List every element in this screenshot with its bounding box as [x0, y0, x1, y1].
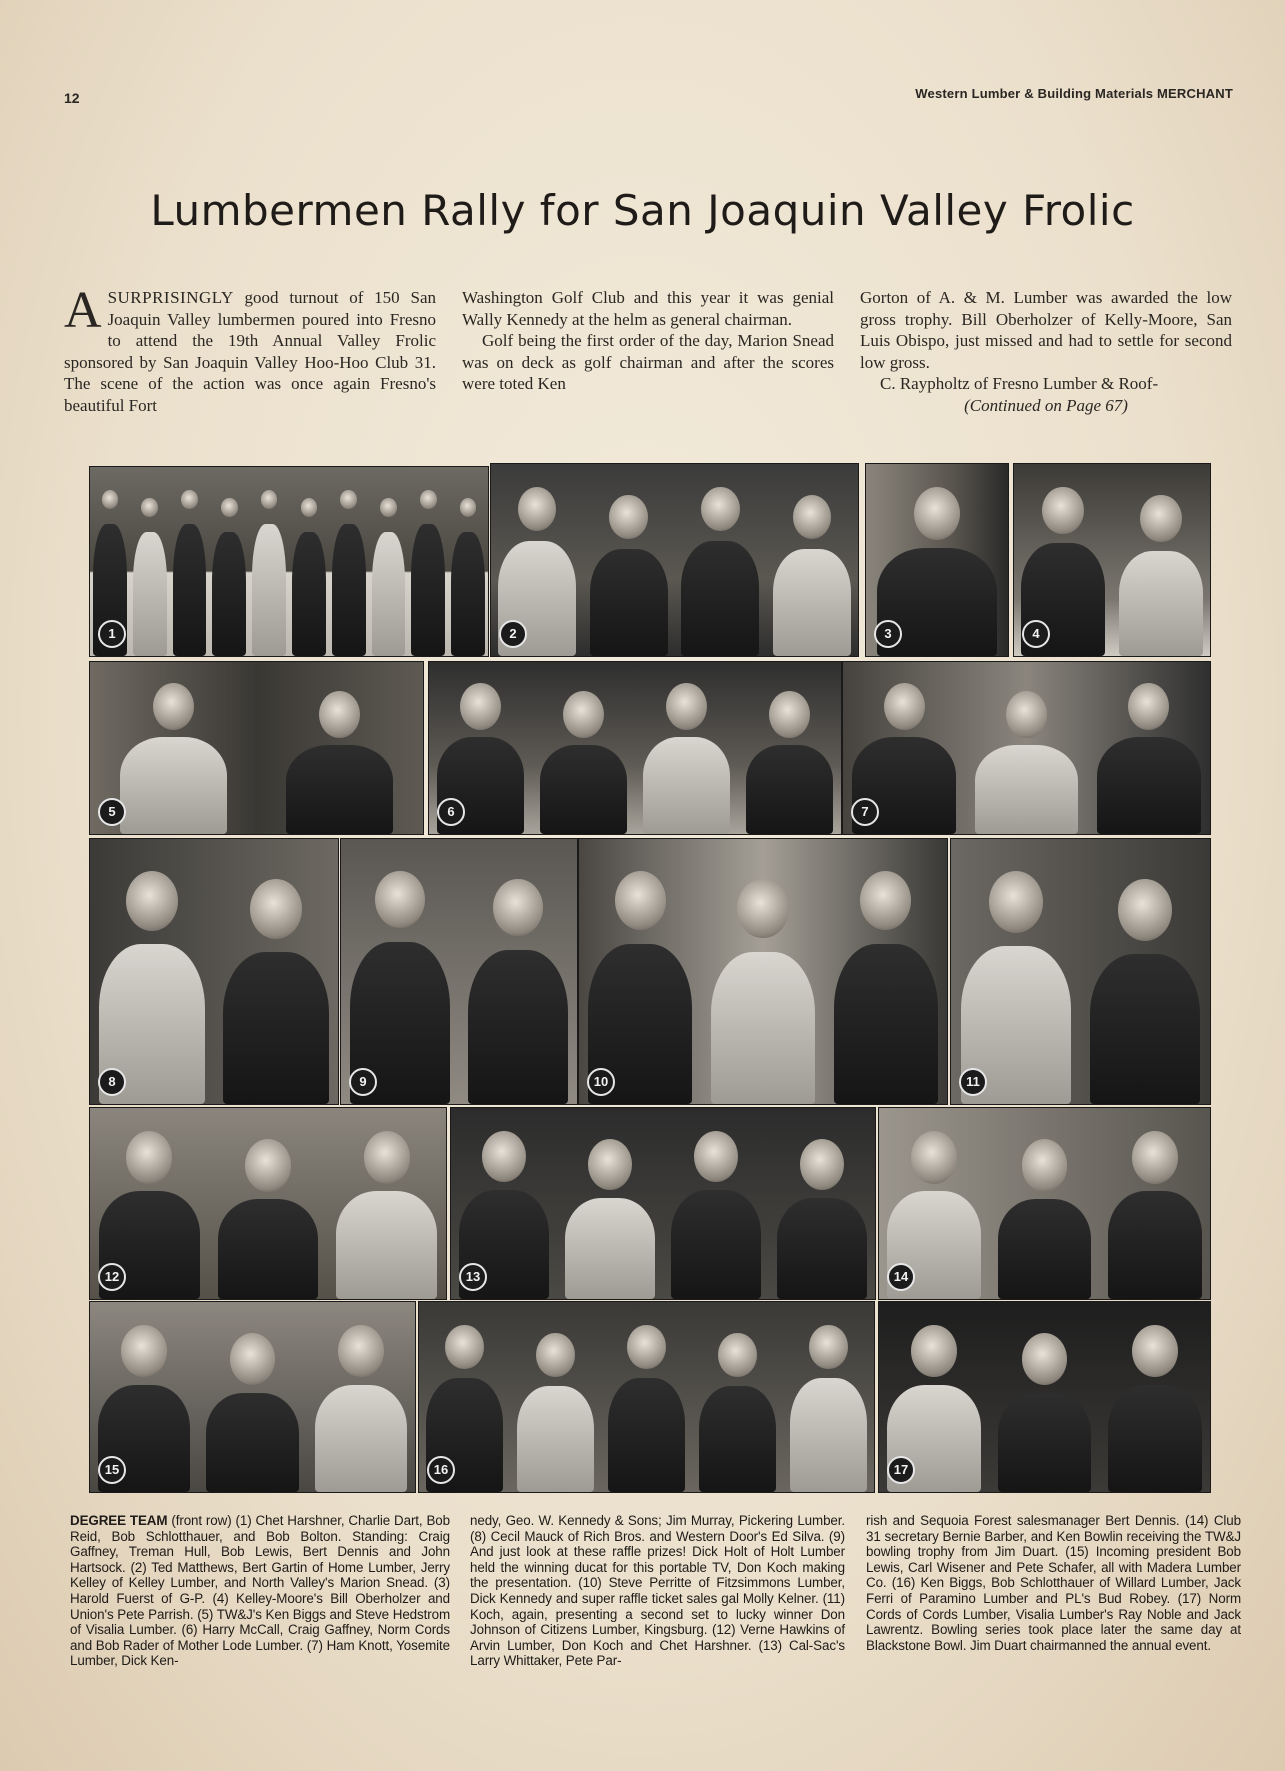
photo-4-two-men-table: [1013, 463, 1211, 657]
person-head: [460, 683, 501, 730]
person-head: [588, 1139, 633, 1190]
photo-15-seated-trio: [89, 1301, 416, 1493]
person-head: [420, 490, 437, 509]
person-body: [608, 1378, 685, 1492]
person-head: [884, 683, 925, 730]
person-head: [1042, 487, 1083, 534]
person-head: [627, 1325, 665, 1369]
caption-col-2: nedy, Geo. W. Kennedy & Sons; Jim Murray, Pickering Lumber. (8) Cecil Mauck of Rich Bros. and Western Door's Ed Silva. (9) And just look at these raffle prizes! Dick Holt of Holt Lumber held the winning ducat for this portable TV, Don Koch making the presentation. (10) Steve Perritte of Fitzsimmons Lumber, Dick Kennedy and super raffle ticket sales gal Molly Kelner. (11) Koch, again, presenting a second set to lucky winner Don Johnson of Citizens Lumber, Kingsburg. (12) Verne Hawkins of Arvin Lumber, Don Koch and Chet Harshner. (13) Cal-Sac's Larry Whittaker, Pete Par-: [470, 1513, 845, 1669]
person-body: [834, 944, 938, 1104]
person-head: [615, 871, 667, 930]
person-head: [181, 490, 198, 509]
person-body: [975, 745, 1079, 834]
intro-text-2a: Washington Golf Club and this year it was genial Wally Kennedy at the helm as general chairman.: [462, 288, 834, 329]
person-body: [565, 1198, 655, 1299]
photo-number-badge: 5: [98, 798, 126, 826]
intro-text-3a: Gorton of A. & M. Lumber was awarded the low gross trophy. Bill Oberholzer of Kelly-Moore, San Luis Obispo, just missed and had to settle for second low gross.: [860, 288, 1232, 372]
person-body: [1097, 737, 1201, 834]
person-body: [998, 1199, 1092, 1299]
photo-number-badge: 2: [499, 620, 527, 648]
photo-14-bowling-trophy: [878, 1107, 1211, 1300]
photo-number-badge: 6: [437, 798, 465, 826]
person-head: [364, 1131, 410, 1184]
person-head: [245, 1139, 291, 1192]
person-head: [102, 490, 119, 509]
person-body: [315, 1385, 407, 1492]
person-body: [1108, 1385, 1202, 1492]
person-head: [911, 1131, 957, 1184]
person-body: [671, 1190, 761, 1299]
publication-header: Western Lumber & Building Materials MERCHANT: [915, 86, 1233, 101]
photo-number-badge: 11: [959, 1068, 987, 1096]
person-head: [338, 1325, 384, 1377]
photo-5-two-men-talking: [89, 661, 424, 835]
person-head: [989, 871, 1043, 934]
photo-3-smiling-man: [865, 463, 1009, 657]
photo-number-badge: 13: [459, 1263, 487, 1291]
person-body: [286, 745, 393, 834]
person-head: [518, 487, 557, 531]
person-body: [998, 1393, 1092, 1492]
person-head: [445, 1325, 483, 1369]
continued-note: (Continued on Page 67): [964, 395, 1128, 415]
article-title: Lumbermen Rally for San Joaquin Valley Frolic: [150, 186, 1135, 235]
intro-col-1: [64, 282, 436, 416]
person-head: [911, 1325, 957, 1377]
person-head: [718, 1333, 756, 1377]
person-head: [230, 1333, 276, 1385]
person-body: [173, 524, 207, 656]
intro-text-1: good turnout of 150 San Joaquin Valley lumbermen poured into Fresno to attend the 19th Annual Valley Frolic sponsored by San Joaquin Valley Hoo-Hoo Club 31. The scene of the action was once again Fresno's beautiful Fort: [64, 288, 436, 415]
person-body: [372, 532, 406, 656]
caption-text-1: (front row) (1) Chet Harshner, Charlie Dart, Bob Reid, Bob Schlotthauer, and Bob Bolton. Standing: Craig Gaffney, Treman Hull, Bob Lewis, Bert Dennis and John Hartsock. (2) Ted Matthews, Bert Gartin of Home Lumber, Jerry Kelley of Kelley Lumber, and North Valley's Marion Snead. (3) Harold Fuerst of G-P. (4) Kelley-Moore's Bill Oberholzer and Union's Pete Parrish. (5) TW&J's Ken Biggs and Steve Hedstrom of Visalia Lumber. (6) Harry McCall, Craig Gaffney, Norm Cords and Bob Rader of Mother Lode Lumber. (7) Ham Knott, Yosemite Lumber, Dick Ken-: [70, 1513, 451, 1669]
person-body: [218, 1199, 319, 1299]
photo-number-badge: 8: [98, 1068, 126, 1096]
person-body: [336, 1191, 437, 1299]
person-body: [120, 737, 227, 834]
person-head: [860, 871, 912, 930]
person-head: [482, 1131, 527, 1182]
photo-number-badge: 17: [887, 1456, 915, 1484]
person-body: [1119, 551, 1202, 656]
photo-1-degree-team: [89, 466, 489, 657]
person-body: [1090, 954, 1200, 1104]
person-head: [563, 691, 604, 738]
person-head: [340, 490, 357, 509]
person-body: [699, 1386, 776, 1492]
photo-number-badge: 3: [874, 620, 902, 648]
photo-6-group-at-table: [428, 661, 842, 835]
photo-8-men-laughing: [89, 838, 339, 1105]
person-head: [221, 498, 238, 517]
person-head: [493, 879, 543, 936]
person-head: [141, 498, 158, 517]
photo-12-group-standing: [89, 1107, 447, 1300]
person-head: [737, 879, 789, 938]
photo-number-badge: 14: [887, 1263, 915, 1291]
person-body: [252, 524, 286, 656]
caption-col-3: rish and Sequoia Forest salesmanager Bert Dennis. (14) Club 31 secretary Bernie Barber, and Ken Bowlin receiving the TW&J bowling trophy from Jim Duart. (15) Incoming president Bob Lewis, Carl Wisener and Pete Schafer, all with Madera Lumber Co. (16) Ken Biggs, Bob Schlotthauer of Willard Lumber, Jack Ferri of Paramino Lumber and PL's Bud Robey. (17) Norm Cords of Cords Lumber, Visalia Lumber's Ray Noble and Jack Lawrentz. Bowling series took place later the same day at Blackstone Bowl. Jim Duart chairmanned the annual event.: [866, 1513, 1241, 1653]
photo-2-table-group: [490, 463, 859, 657]
person-head: [1132, 1131, 1178, 1184]
person-body: [332, 524, 366, 656]
person-head: [380, 498, 397, 517]
person-head: [609, 495, 648, 539]
person-head: [375, 871, 425, 928]
person-body: [681, 541, 759, 656]
intro-col-3: [860, 287, 1232, 416]
intro-text-3b: C. Raypholtz of Fresno Lumber & Roof-: [880, 374, 1159, 393]
person-body: [411, 524, 445, 656]
person-body: [468, 950, 568, 1104]
person-body: [540, 745, 628, 834]
person-body: [451, 532, 485, 656]
person-head: [1022, 1333, 1068, 1385]
person-head: [121, 1325, 167, 1377]
person-head: [914, 487, 960, 540]
photo-11-presentation: [950, 838, 1211, 1105]
person-body: [590, 549, 668, 656]
photo-number-badge: 1: [98, 620, 126, 648]
person-body: [292, 532, 326, 656]
person-head: [666, 683, 707, 730]
person-head: [1022, 1139, 1068, 1192]
person-body: [212, 532, 246, 656]
photo-number-badge: 12: [98, 1263, 126, 1291]
photo-10-raffle-sales: [578, 838, 948, 1105]
person-body: [223, 952, 328, 1104]
intro-col-2: [462, 287, 834, 395]
person-head: [1006, 691, 1047, 738]
photo-number-badge: 4: [1022, 620, 1050, 648]
photo-13-crowd: [450, 1107, 876, 1300]
photo-7-three-men-seated: [842, 661, 1211, 835]
photo-number-badge: 9: [349, 1068, 377, 1096]
drop-cap: A: [64, 282, 102, 339]
person-head: [694, 1131, 739, 1182]
person-head: [1140, 495, 1181, 542]
photo-number-badge: 15: [98, 1456, 126, 1484]
photo-number-badge: 16: [427, 1456, 455, 1484]
person-head: [250, 879, 302, 939]
photo-number-badge: 7: [851, 798, 879, 826]
person-body: [790, 1378, 867, 1492]
person-body: [1108, 1191, 1202, 1299]
intro-text-2b: Golf being the first order of the day, Marion Snead was on deck as golf chairman and after the scores were toted Ken: [462, 331, 834, 393]
person-body: [133, 532, 167, 656]
person-head: [701, 487, 740, 531]
person-head: [769, 691, 810, 738]
person-body: [711, 952, 815, 1104]
person-head: [809, 1325, 847, 1369]
page-number: 12: [64, 90, 80, 106]
person-head: [126, 1131, 172, 1184]
photo-16-banquet-table: [418, 1301, 875, 1493]
lead-caps: SURPRISINGLY: [107, 288, 234, 307]
caption-lead: DEGREE TEAM: [70, 1513, 168, 1528]
person-body: [773, 549, 851, 656]
photo-9-tv-prize: [340, 838, 578, 1105]
person-body: [206, 1393, 298, 1492]
photo-17-three-men-night: [878, 1301, 1211, 1493]
person-body: [777, 1198, 867, 1299]
person-head: [536, 1333, 574, 1377]
person-body: [746, 745, 834, 834]
photo-number-badge: 10: [587, 1068, 615, 1096]
person-body: [517, 1386, 594, 1492]
person-head: [800, 1139, 845, 1190]
person-head: [1132, 1325, 1178, 1377]
person-head: [153, 683, 194, 730]
person-head: [126, 871, 178, 931]
person-body: [643, 737, 731, 834]
person-head: [301, 498, 318, 517]
caption-col-1: [70, 1513, 450, 1669]
